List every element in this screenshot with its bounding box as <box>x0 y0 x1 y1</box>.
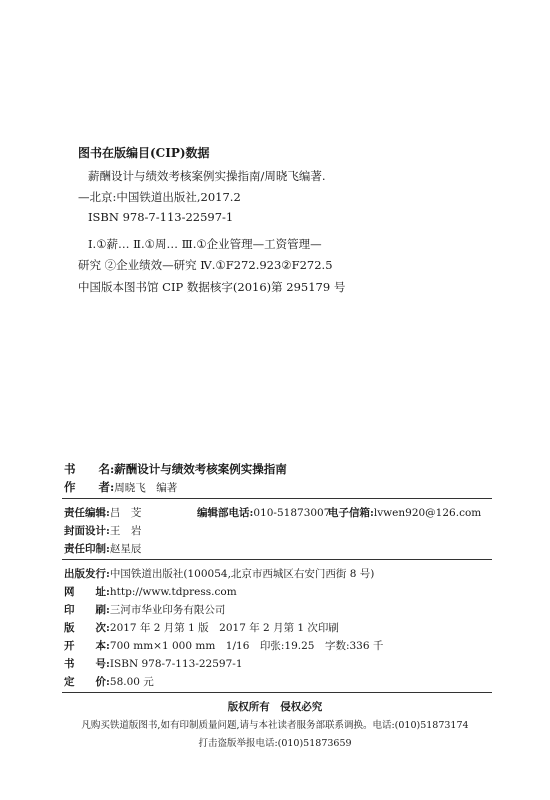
responsible-editor: 吕 芠 <box>109 507 142 519</box>
cover-design-row <box>64 523 141 538</box>
isbn-row <box>64 656 243 671</box>
book-author: 周晓飞 编著 <box>114 482 178 494</box>
office-phone: 010-51873007 <box>253 507 331 519</box>
book-author-row <box>64 479 177 495</box>
cip-line-publisher: —北京:中国铁道出版社,2017.2 <box>78 190 241 204</box>
cip-line-record: 中国版本图书馆 CIP 数据核字(2016)第 295179 号 <box>78 280 346 294</box>
divider-2 <box>62 559 492 560</box>
piracy-hotline: 打击盗版举报电话:(010)51873659 <box>198 738 352 749</box>
printer-row <box>64 602 225 617</box>
website-row <box>64 584 237 599</box>
edition-label: 版 次: <box>64 622 110 634</box>
publisher: 中国铁道出版社(100054,北京市西城区右安门西街 8 号) <box>109 568 375 580</box>
book-title-label: 书 名: <box>64 462 115 476</box>
price-row <box>64 674 154 689</box>
format-row <box>64 638 383 653</box>
email: lvwen920@126.com <box>373 507 482 519</box>
format: 700 mm×1 000 mm 1/16 印张:19.25 字数:336 千 <box>109 640 384 652</box>
rights-notice: 版权所有 侵权必究 <box>227 701 323 713</box>
book-title-row <box>64 461 287 477</box>
printer: 三河市华业印务有限公司 <box>109 604 226 616</box>
edition-row <box>64 620 339 635</box>
format-label: 开 本: <box>64 640 110 652</box>
cip-line-subjects: Ⅰ.①薪… Ⅱ.①周… Ⅲ.①企业管理—工资管理— <box>88 237 322 251</box>
office-phone-row <box>197 505 330 520</box>
printer-label: 印 刷: <box>64 604 110 616</box>
website-label: 网 址: <box>64 586 110 598</box>
website: http://www.tdpress.com <box>109 586 237 598</box>
email-label: 电子信箱: <box>328 507 374 519</box>
book-title: 薪酬设计与绩效考核案例实操指南 <box>114 462 287 476</box>
price: 58.00 元 <box>109 676 154 688</box>
publisher-row <box>64 566 374 581</box>
edition: 2017 年 2 月第 1 版 2017 年 2 月第 1 次印刷 <box>109 622 339 634</box>
cover-design-label: 封面设计: <box>64 525 110 537</box>
print-manager-row <box>64 541 141 556</box>
divider-1 <box>62 498 492 499</box>
office-phone-label: 编辑部电话: <box>197 507 254 519</box>
cover-design: 王 岩 <box>109 525 142 537</box>
cip-heading: 图书在版编目(CIP)数据 <box>78 146 210 160</box>
divider-3 <box>62 692 492 693</box>
isbn: ISBN 978-7-113-22597-1 <box>109 658 243 670</box>
print-manager-label: 责任印制: <box>64 543 110 555</box>
publisher-label: 出版发行: <box>64 568 110 580</box>
cip-line-title: 薪酬设计与绩效考核案例实操指南/周晓飞编著. <box>88 169 326 183</box>
responsible-editor-row <box>64 505 141 520</box>
price-label: 定 价: <box>64 676 110 688</box>
book-author-label: 作 者: <box>64 480 115 494</box>
cip-line-classification: 研究 ②企业绩效—研究 Ⅳ.①F272.923②F272.5 <box>78 258 333 272</box>
cip-line-isbn: ISBN 978-7-113-22597-1 <box>88 210 234 224</box>
print-manager: 赵星辰 <box>109 543 142 555</box>
isbn-label: 书 号: <box>64 658 110 670</box>
email-row <box>328 505 481 520</box>
responsible-editor-label: 责任编辑: <box>64 507 110 519</box>
replacement-notice: 凡购买铁道版图书,如有印制质量问题,请与本社读者服务部联系调换。电话:(010)51873174 <box>81 720 469 731</box>
